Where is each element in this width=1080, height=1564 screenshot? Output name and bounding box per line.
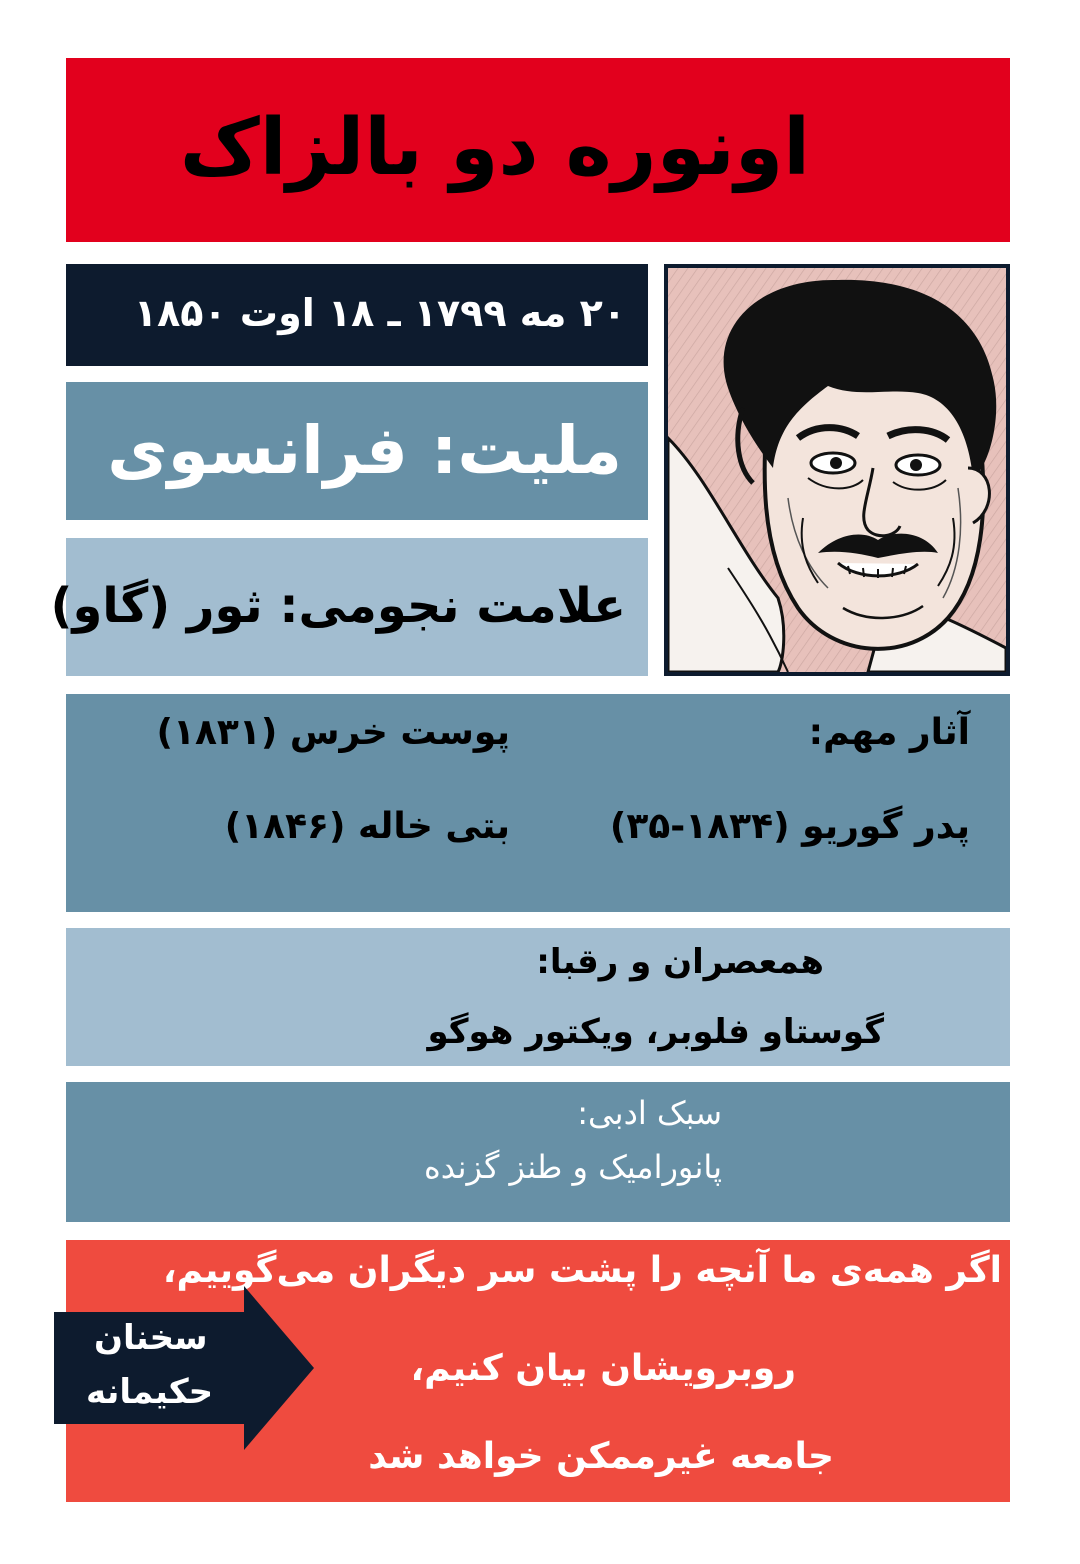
life-dates: ۲۰ مه ۱۷۹۹ ـ ۱۸ اوت ۱۸۵۰ <box>133 291 626 335</box>
contemporaries-panel <box>66 928 1010 1066</box>
work-item: پوست خرس (۱۸۳۱) <box>156 712 510 753</box>
literary-style-value: پانورامیک و طنز گزنده <box>424 1148 722 1186</box>
contemporaries-names: گوستاو فلوبر، ویکتور هوگو <box>427 1012 884 1052</box>
portrait-image <box>664 264 1010 676</box>
work-item: بتی خاله (۱۸۴۶) <box>224 806 510 847</box>
zodiac-text: علامت نجومی: ثور (گاو) <box>50 578 626 634</box>
wise-words-label-line1: سخنان <box>94 1318 208 1358</box>
dates-banner <box>66 264 648 366</box>
arrow-icon <box>54 1286 314 1450</box>
zodiac-banner <box>50 538 648 676</box>
works-panel <box>66 694 1010 912</box>
wise-words-arrow <box>54 1286 314 1450</box>
literary-style-heading: سبک ادبی: <box>577 1094 722 1132</box>
caricature-portrait-icon <box>668 268 1006 672</box>
nationality-banner <box>66 382 648 520</box>
quote-line: جامعه غیرممکن خواهد شد <box>368 1436 834 1477</box>
wise-words-label-line2: حکیمانه <box>86 1372 214 1412</box>
literary-style-panel <box>66 1082 1010 1222</box>
nationality-text: ملیت: فرانسوی <box>107 412 622 489</box>
work-item: پدر گوریو (۱۸۳۴-۳۵) <box>609 806 970 847</box>
contemporaries-heading: همعصران و رقبا: <box>536 942 824 982</box>
works-heading: آثار مهم: <box>808 712 970 753</box>
page-title: اونوره دو بالزاک <box>179 103 810 193</box>
quote-line: روبرویشان بیان کنیم، <box>410 1348 796 1389</box>
title-banner <box>66 58 1010 242</box>
quote-line: اگر همه‌ی ما آنچه را پشت سر دیگران می‌گوییم، <box>162 1250 1002 1291</box>
